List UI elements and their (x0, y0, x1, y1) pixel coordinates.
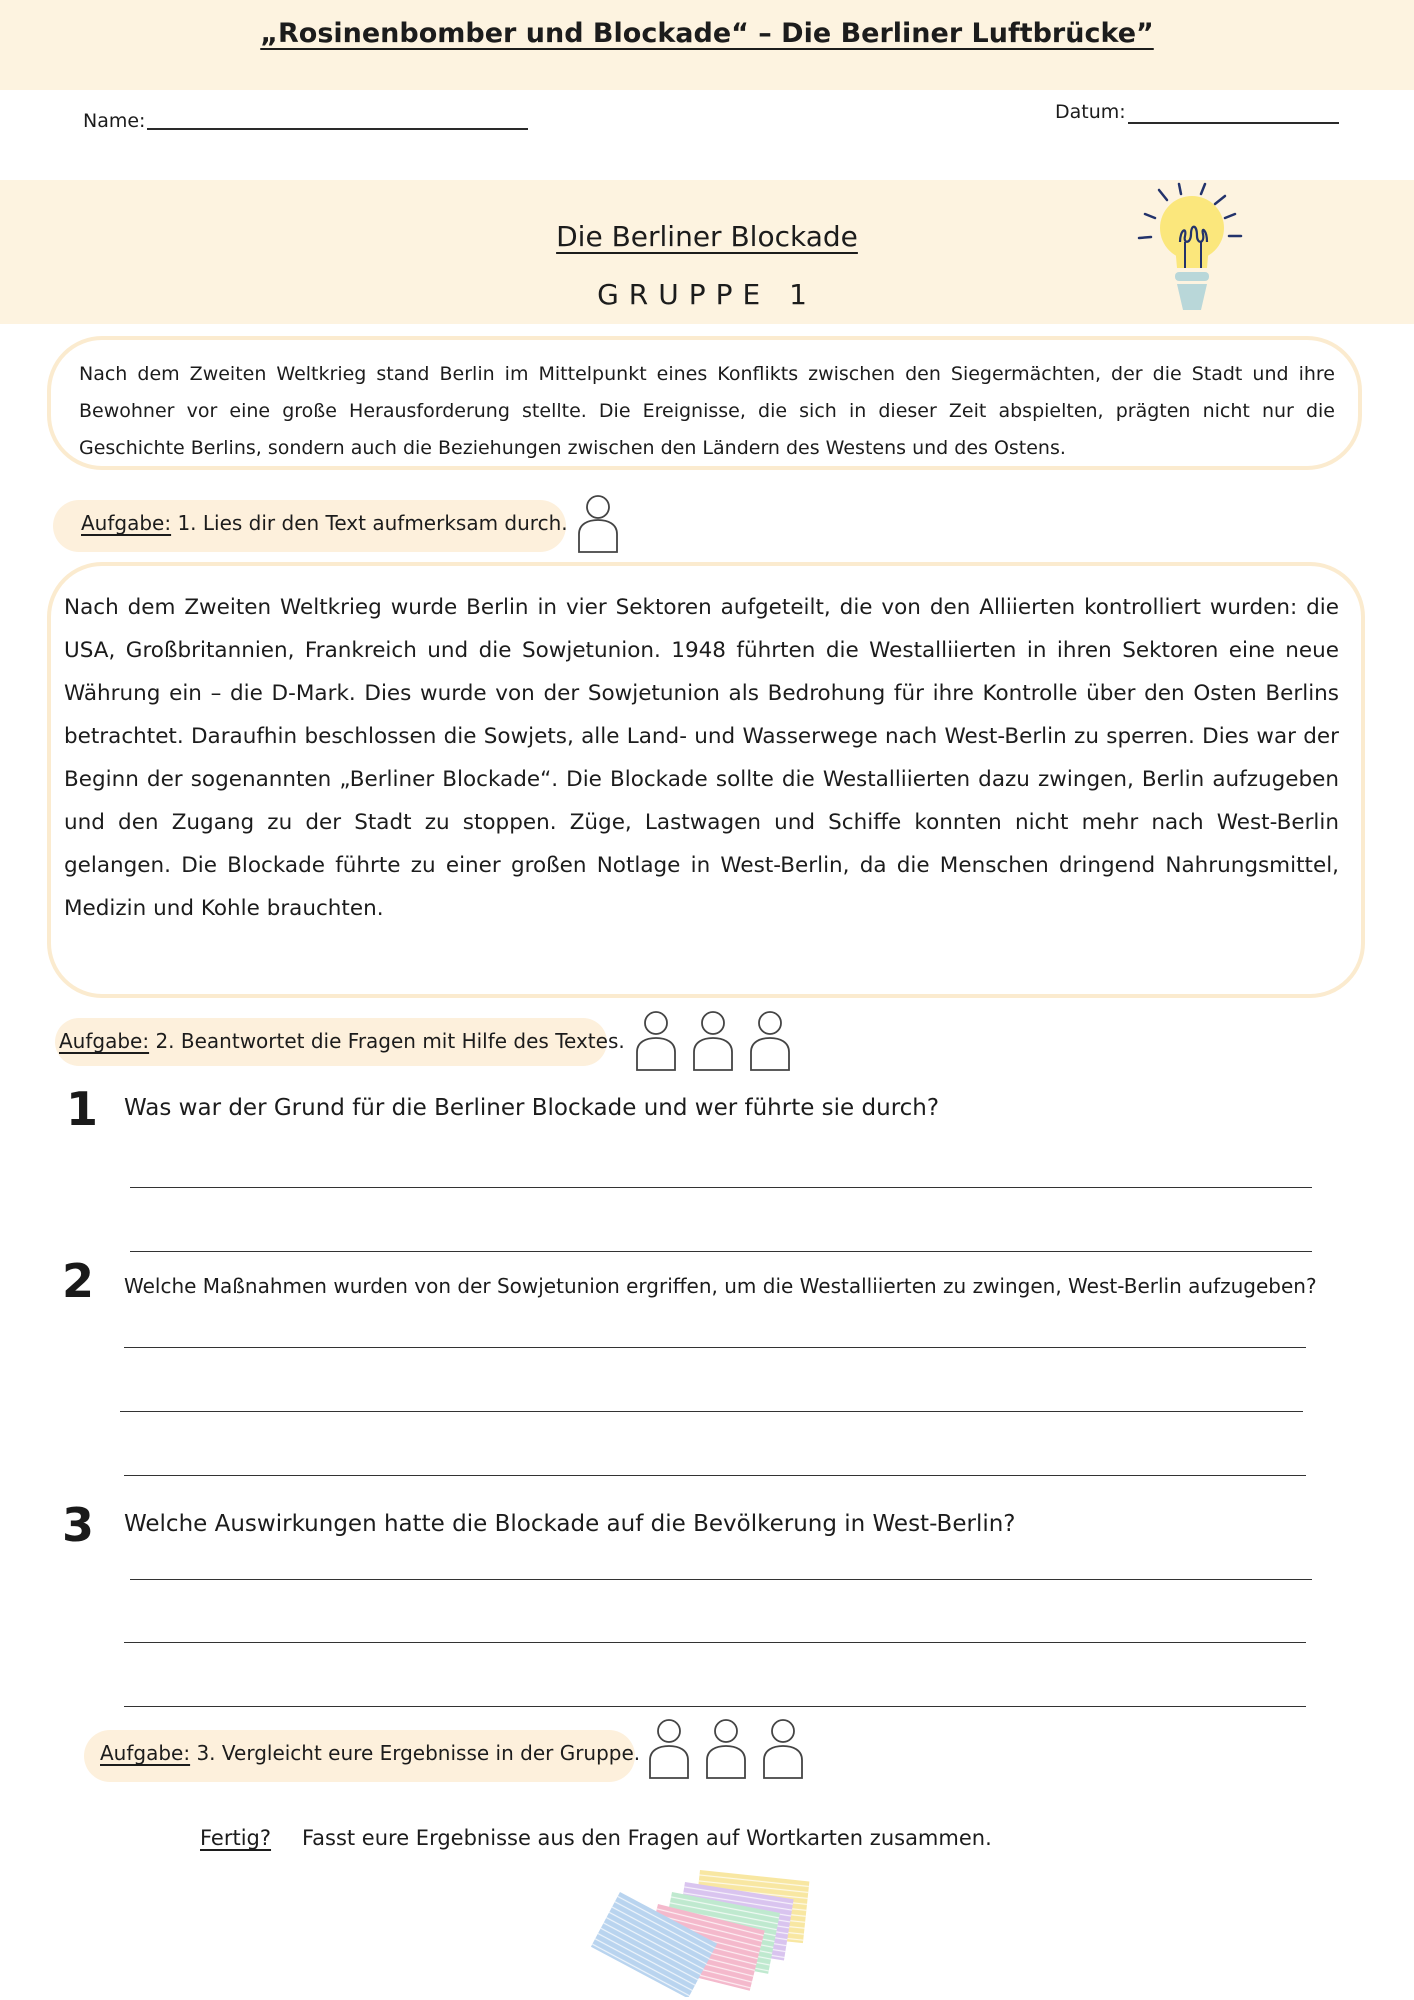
task-1-text: 1. Lies dir den Text aufmerksam durch. (171, 511, 568, 535)
done-label: Fertig? (200, 1826, 272, 1850)
answer-line[interactable] (124, 1347, 1306, 1348)
answer-line[interactable] (120, 1411, 1303, 1412)
answer-line[interactable] (130, 1251, 1312, 1252)
task-2-label: Aufgabe: (59, 1029, 150, 1053)
task-2-text: 2. Beantwortet die Fragen mit Hilfe des Textes. (149, 1029, 625, 1053)
word-cards-icon (590, 1862, 830, 1997)
group-icon (645, 1716, 807, 1782)
answer-line[interactable] (130, 1579, 1312, 1580)
worksheet-title: „Rosinenbomber und Blockade“ – Die Berliner Luftbrücke” (260, 18, 1154, 49)
group-icon (632, 1008, 794, 1074)
task-1-pill (53, 500, 566, 552)
answer-line[interactable] (124, 1475, 1306, 1476)
group-label: GRUPPE 1 (597, 278, 817, 311)
name-label: Name: (83, 110, 146, 132)
answer-line[interactable] (130, 1187, 1312, 1188)
task-3-text: 3. Vergleicht eure Ergebnisse in der Gruppe. (190, 1741, 641, 1765)
task-1-label: Aufgabe: (81, 511, 172, 535)
name-field[interactable] (147, 128, 528, 130)
task-3-label: Aufgabe: (100, 1741, 191, 1765)
date-field[interactable] (1128, 122, 1339, 124)
answer-line[interactable] (124, 1706, 1306, 1707)
lightbulb-icon (1135, 180, 1255, 320)
question-1-text: Was war der Grund für die Berliner Blockade und wer führte sie durch? (124, 1095, 940, 1121)
question-1-number: 1 (66, 1082, 99, 1136)
intro-text: Nach dem Zweiten Weltkrieg stand Berlin im Mittelpunkt eines Konflikts zwischen den Siegermächten, der die Stadt und ihre Bewohner vor eine große Herausforderung stellte. Die Ereignisse, die sich in dieser Zeit abspielten, prägten nicht nur die Geschichte Berlins, sondern auch die Beziehungen zwischen den Ländern des Westens und des Ostens. (79, 363, 1335, 459)
main-text: Nach dem Zweiten Weltkrieg wurde Berlin in vier Sektoren aufgeteilt, die von den Alliierten kontrolliert wurden: die USA, Großbritannien, Frankreich und die Sowjetunion. 1948 führten die Westalliierten in ihren Sektoren eine neue Währung ein – die D-Mark. Dies wurde von der Sowjetunion als Bedrohung für ihre Kontrolle über den Osten Berlins betrachtet. Daraufhin beschlossen die Sowjets, alle Land- und Wasserwege nach West-Berlin zu sperren. Dies war der Beginn der sogenannten „Berliner Blockade“. Die Blockade sollte die Westalliierten dazu zwingen, Berlin aufzugeben und den Zugang zu der Stadt zu stoppen. Züge, Lastwagen und Schiffe konnten nicht mehr nach West-Berlin gelangen. Die Blockade führte zu einer großen Notlage in West-Berlin, da die Menschen dringend Nahrungsmittel, Medizin und Kohle brauchten. (64, 595, 1339, 921)
date-label: Datum: (1055, 101, 1126, 123)
answer-line[interactable] (124, 1642, 1306, 1643)
question-3-number: 3 (62, 1498, 95, 1552)
person-icon (574, 492, 622, 556)
section-title: Die Berliner Blockade (556, 220, 858, 253)
question-2-number: 2 (62, 1254, 95, 1308)
question-2-text: Welche Maßnahmen wurden von der Sowjetunion ergriffen, um die Westalliierten zu zwingen, West-Berlin aufzugeben? (124, 1274, 1317, 1298)
done-text: Fasst eure Ergebnisse aus den Fragen auf Wortkarten zusammen. (302, 1826, 992, 1850)
question-3-text: Welche Auswirkungen hatte die Blockade auf die Bevölkerung in West-Berlin? (124, 1511, 1016, 1537)
task-3-pill (84, 1730, 641, 1782)
task-2-pill (55, 1018, 625, 1066)
